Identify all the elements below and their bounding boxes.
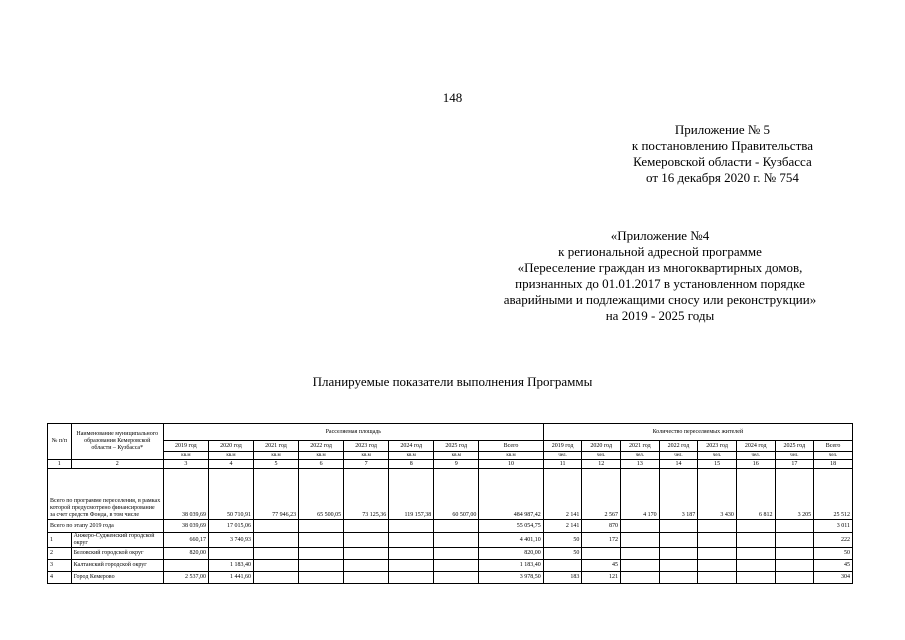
- area-unit: кв.м: [344, 452, 389, 460]
- appendix-5-line: Приложение № 5: [674, 122, 771, 137]
- total-program-row-label: Всего по программе переселения, в рамках которой предусмотрено финансирование за счет средств Фонда, в том числе: [48, 469, 164, 520]
- people-unit: чел.: [775, 452, 814, 460]
- appendix-5-heading: [632, 122, 813, 186]
- area-cell: 17 015,06: [208, 520, 253, 533]
- appendix-5-line: от 16 декабря 2020 г. № 754: [646, 170, 799, 185]
- area-cell: [344, 572, 389, 584]
- people-cell: [775, 520, 814, 533]
- people-cell: 3 011: [814, 520, 853, 533]
- people-cell: [543, 560, 582, 572]
- appendix-4-line: аварийными и подлежащими сносу или реконструкции»: [503, 292, 817, 307]
- appendix-5-line: к постановлению Правительства: [631, 138, 813, 153]
- area-cell: 3 740,93: [208, 533, 253, 548]
- area-year-header: 2024 год: [389, 441, 434, 452]
- people-cell: 870: [582, 520, 621, 533]
- row-number: 3: [48, 560, 72, 572]
- area-cell: 820,00: [479, 548, 543, 560]
- appendix-5-line: Кемеровской области - Кузбасса: [633, 154, 812, 169]
- area-cell: [344, 520, 389, 533]
- total-program-row: [48, 469, 853, 520]
- column-number: 2: [71, 460, 163, 469]
- row-number: 2: [48, 548, 72, 560]
- area-unit: кв.м: [208, 452, 253, 460]
- area-cell: [389, 560, 434, 572]
- column-number: 6: [299, 460, 344, 469]
- area-cell: 60 507,00: [434, 469, 479, 520]
- people-cell: [736, 533, 775, 548]
- column-number: 13: [621, 460, 660, 469]
- people-year-header: 2019 год: [543, 441, 582, 452]
- area-cell: [254, 520, 299, 533]
- people-cell: 121: [582, 572, 621, 584]
- people-cell: 4 170: [621, 469, 660, 520]
- column-number: 3: [163, 460, 208, 469]
- people-cell: [736, 572, 775, 584]
- people-cell: 3 430: [698, 469, 737, 520]
- area-cell: 1 183,40: [208, 560, 253, 572]
- appendix-4-line: «Приложение №4: [610, 228, 710, 243]
- people-cell: [582, 548, 621, 560]
- area-cell: 660,17: [163, 533, 208, 548]
- area-cell: [389, 533, 434, 548]
- area-cell: 3 978,50: [479, 572, 543, 584]
- table-row: [48, 548, 853, 560]
- area-cell: [254, 560, 299, 572]
- area-cell: [389, 520, 434, 533]
- column-number: 11: [543, 460, 582, 469]
- area-cell: 1 183,40: [479, 560, 543, 572]
- area-cell: 73 125,36: [344, 469, 389, 520]
- people-cell: 3 205: [775, 469, 814, 520]
- people-cell: [659, 572, 698, 584]
- municipality-name: Калтанский городской округ: [71, 560, 163, 572]
- area-unit: кв.м: [163, 452, 208, 460]
- area-cell: [434, 560, 479, 572]
- area-cell: [344, 560, 389, 572]
- appendix-4-line: на 2019 - 2025 годы: [605, 308, 715, 323]
- area-year-header: 2023 год: [344, 441, 389, 452]
- municipality-name: Город Кемерово: [71, 572, 163, 584]
- area-cell: [299, 560, 344, 572]
- people-year-header: 2024 год: [736, 441, 775, 452]
- people-year-header: 2023 год: [698, 441, 737, 452]
- row-number: 1: [48, 533, 72, 548]
- people-cell: 172: [582, 533, 621, 548]
- people-unit: чел.: [621, 452, 660, 460]
- appendix-4-line: к региональной адресной программе: [558, 244, 762, 259]
- page-number: 148: [442, 90, 463, 105]
- people-unit: чел.: [736, 452, 775, 460]
- area-cell: [254, 572, 299, 584]
- people-cell: [621, 520, 660, 533]
- column-number: 8: [389, 460, 434, 469]
- people-unit: чел.: [659, 452, 698, 460]
- people-cell: [659, 520, 698, 533]
- appendix-4-line: признанных до 01.01.2017 в установленном порядке: [515, 276, 805, 291]
- column-number: 17: [775, 460, 814, 469]
- column-number: 7: [344, 460, 389, 469]
- table-row: [48, 572, 853, 584]
- section-title: Планируемые показатели выполнения Программы: [312, 374, 593, 389]
- area-year-header: 2019 год: [163, 441, 208, 452]
- people-cell: [659, 533, 698, 548]
- area-cell: [434, 533, 479, 548]
- area-cell: [389, 548, 434, 560]
- column-number: 18: [814, 460, 853, 469]
- people-cell: [698, 548, 737, 560]
- area-year-header: Всего: [479, 441, 543, 452]
- area-year-header: 2022 год: [299, 441, 344, 452]
- people-cell: 50: [814, 548, 853, 560]
- people-cell: 6 812: [736, 469, 775, 520]
- area-cell: [344, 533, 389, 548]
- people-cell: [659, 548, 698, 560]
- people-cell: 50: [543, 548, 582, 560]
- area-cell: [254, 548, 299, 560]
- area-cell: [299, 548, 344, 560]
- area-cell: 820,00: [163, 548, 208, 560]
- column-number: 16: [736, 460, 775, 469]
- column-number: 1: [48, 460, 72, 469]
- area-cell: 77 946,23: [254, 469, 299, 520]
- people-cell: 50: [543, 533, 582, 548]
- people-cell: [698, 560, 737, 572]
- column-number: 4: [208, 460, 253, 469]
- area-cell: [389, 572, 434, 584]
- people-cell: 3 187: [659, 469, 698, 520]
- area-unit: кв.м: [479, 452, 543, 460]
- people-year-header: 2022 год: [659, 441, 698, 452]
- area-cell: [208, 548, 253, 560]
- people-unit: чел.: [582, 452, 621, 460]
- column-number: 10: [479, 460, 543, 469]
- people-cell: [775, 560, 814, 572]
- people-cell: [736, 548, 775, 560]
- column-number: 5: [254, 460, 299, 469]
- people-cell: [736, 560, 775, 572]
- people-cell: [775, 548, 814, 560]
- municipality-name: Беловский городской округ: [71, 548, 163, 560]
- area-unit: кв.м: [434, 452, 479, 460]
- area-cell: [344, 548, 389, 560]
- area-year-header: 2021 год: [254, 441, 299, 452]
- header-municipality: Наименование муниципального образования Кемеровской области – Кузбасса*: [71, 424, 163, 460]
- people-cell: [775, 572, 814, 584]
- people-cell: [698, 533, 737, 548]
- table-row: [48, 533, 853, 548]
- row-number: 4: [48, 572, 72, 584]
- area-cell: [434, 520, 479, 533]
- people-cell: [736, 520, 775, 533]
- people-cell: [698, 520, 737, 533]
- column-number: 15: [698, 460, 737, 469]
- header-area-group: Расселяемая площадь: [163, 424, 543, 441]
- people-year-header: 2021 год: [621, 441, 660, 452]
- indicators-table: [47, 423, 853, 584]
- area-year-header: 2020 год: [208, 441, 253, 452]
- people-cell: [621, 548, 660, 560]
- people-cell: [775, 533, 814, 548]
- area-cell: 2 537,00: [163, 572, 208, 584]
- people-cell: 304: [814, 572, 853, 584]
- stage-2019-row-label: Всего по этапу 2019 года: [48, 520, 164, 533]
- area-unit: кв.м: [389, 452, 434, 460]
- people-year-header: 2020 год: [582, 441, 621, 452]
- area-year-header: 2025 год: [434, 441, 479, 452]
- area-unit: кв.м: [299, 452, 344, 460]
- area-cell: [434, 548, 479, 560]
- area-cell: 38 039,69: [163, 469, 208, 520]
- stage-2019-row: [48, 520, 853, 533]
- people-year-header: Всего: [814, 441, 853, 452]
- people-cell: [659, 560, 698, 572]
- people-cell: 45: [582, 560, 621, 572]
- area-cell: 50 710,91: [208, 469, 253, 520]
- people-cell: [621, 572, 660, 584]
- people-cell: [698, 572, 737, 584]
- people-year-header: 2025 год: [775, 441, 814, 452]
- column-number: 9: [434, 460, 479, 469]
- appendix-4-heading: [450, 228, 870, 324]
- area-cell: [299, 520, 344, 533]
- people-cell: 2 141: [543, 520, 582, 533]
- area-cell: 1 441,60: [208, 572, 253, 584]
- people-cell: 45: [814, 560, 853, 572]
- area-cell: [163, 560, 208, 572]
- people-cell: [621, 533, 660, 548]
- area-cell: [299, 572, 344, 584]
- column-number: 14: [659, 460, 698, 469]
- area-cell: [254, 533, 299, 548]
- people-cell: [621, 560, 660, 572]
- people-unit: чел.: [814, 452, 853, 460]
- header-no: № п/п: [48, 424, 72, 460]
- people-cell: 222: [814, 533, 853, 548]
- area-cell: [434, 572, 479, 584]
- column-number: 12: [582, 460, 621, 469]
- header-people-group: Количество переселяемых жителей: [543, 424, 852, 441]
- area-cell: 38 039,69: [163, 520, 208, 533]
- people-cell: 2 567: [582, 469, 621, 520]
- area-cell: [299, 533, 344, 548]
- people-cell: 2 141: [543, 469, 582, 520]
- area-cell: 65 500,05: [299, 469, 344, 520]
- people-cell: 183: [543, 572, 582, 584]
- table-row: [48, 560, 853, 572]
- people-cell: 25 512: [814, 469, 853, 520]
- people-unit: чел.: [698, 452, 737, 460]
- municipality-name: Анжеро-Судженский городской округ: [71, 533, 163, 548]
- people-unit: чел.: [543, 452, 582, 460]
- area-cell: 119 157,38: [389, 469, 434, 520]
- appendix-4-line: «Переселение граждан из многоквартирных домов,: [517, 260, 803, 275]
- area-cell: 484 987,42: [479, 469, 543, 520]
- area-cell: 55 054,75: [479, 520, 543, 533]
- area-cell: 4 401,10: [479, 533, 543, 548]
- area-unit: кв.м: [254, 452, 299, 460]
